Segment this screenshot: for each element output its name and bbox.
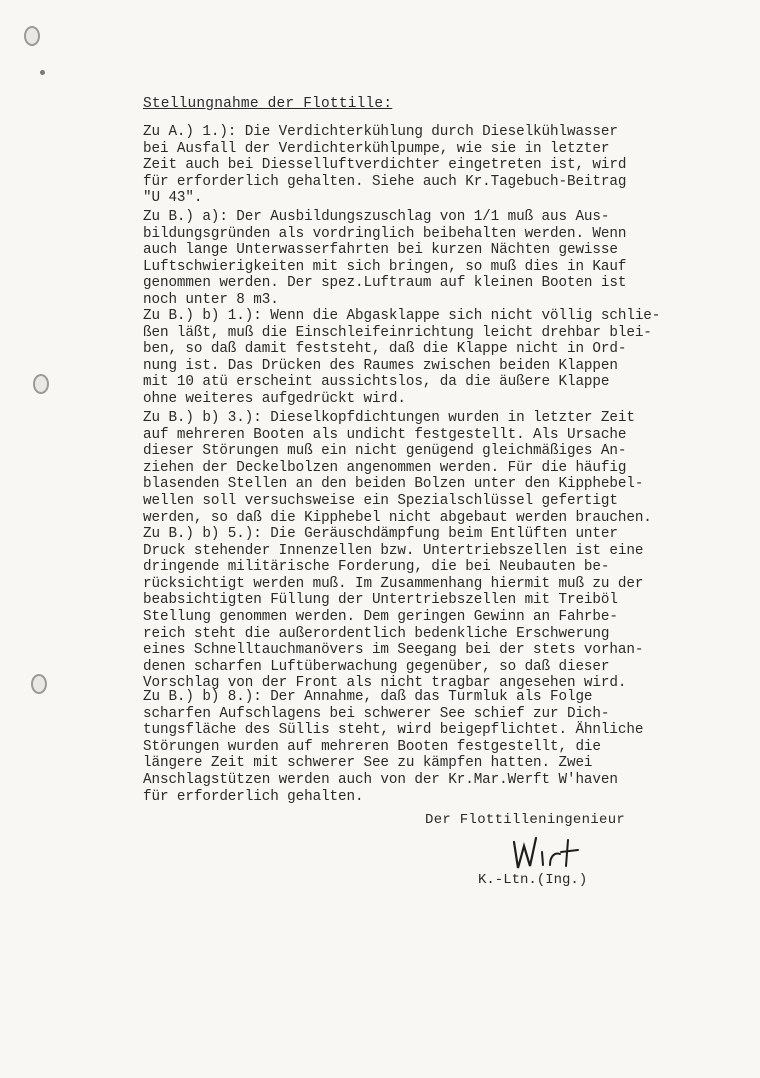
speck [40, 70, 45, 75]
signatory-rank: K.-Ltn.(Ing.) [478, 872, 588, 888]
paragraph-a1: Zu A.) 1.): Die Verdichterkühlung durch Dieselkühlwasser bei Ausfall der Verdichterkühlpumpe, wie sie in letzter Zeit auch bei Diesselluftverdichter eingetreten ist, wird für erforderlich gehalten. Siehe auch Kr.Tagebuch-Beitrag "U 43". [143, 124, 627, 207]
punch-hole-top [24, 26, 40, 46]
paragraph-b-b3: Zu B.) b) 3.): Dieselkopfdichtungen wurden in letzter Zeit auf mehreren Booten als undicht festgestellt. Als Ursache dieser Störungen muß ein nicht genügend gleichmäßiges An- ziehen der Deckelbolzen angenommen werden. Für die häufig blasenden Stellen an den beiden Bolzen unter den Kipphebel- wellen soll versuchsweise ein Spezialschlüssel gefertigt werden, so daß die Kipphebel nicht abgebaut werden brauchen. [143, 410, 652, 526]
closing-title: Der Flottilleningenieur [425, 812, 626, 828]
paragraph-b-b5: Zu B.) b) 5.): Die Geräuschdämpfung beim Entlüften unter Druck stehender Innenzellen bzw. Untertriebszellen ist eine dringende militärische Forderung, die bei Neubauten be- rücksichtigt werden muß. Im Zusammenhang hiermit muß zu der beabsichtigten Füllung der Untertriebszellen mit Treiböl Stellung genommen werden. Dem geringen Gewinn an Fahrbe- reich steht die außerordentlich bedenkliche Erschwerung eines Schnelltauchmanövers im Seegang bei der stets vorhan- denen scharfen Luftüberwachung gegenüber, so daß dieser Vorschlag von der Front als nicht tragbar angesehen wird. [143, 526, 644, 692]
paragraph-b-b1: Zu B.) b) 1.): Wenn die Abgasklappe sich nicht völlig schlie- ßen läßt, muß die Einschleifeinrichtung leicht drehbar blei- ben, so daß damit feststeht, daß die Klappe nicht in Ord- nung ist. Das Drücken des Raumes zwischen beiden Klappen mit 10 atü erscheint aussichtslos, da die äußere Klappe ohne weiteres aufgedrückt wird. [143, 308, 661, 407]
paragraph-b-b8: Zu B.) b) 8.): Der Annahme, daß das Turmluk als Folge scharfen Aufschlagens bei schwerer See schief zur Dich- tungsfläche des Süllis steht, wird beigepflichtet. Ähnliche Störungen wurden auf mehreren Booten festgestellt, die längere Zeit mit schwerer See zu kämpfen hatten. Zwei Anschlagstützen werden auch von der Kr.Mar.Werft W'haven für erforderlich gehalten. [143, 689, 644, 805]
paragraph-b-a: Zu B.) a): Der Ausbildungszuschlag von 1/1 muß aus Aus- bildungsgründen als vordringlich beibehalten werden. Wenn auch lange Unterwasserfahrten bei kurzen Nächten gewisse Luftschwierigkeiten mit sich bringen, so muß dies in Kauf genommen werden. Der spez.Luftraum auf kleinen Booten ist noch unter 8 m3. [143, 209, 627, 308]
punch-hole-lower [31, 674, 47, 694]
document-heading: Stellungnahme der Flottille: [143, 96, 393, 112]
punch-hole-middle [33, 374, 49, 394]
